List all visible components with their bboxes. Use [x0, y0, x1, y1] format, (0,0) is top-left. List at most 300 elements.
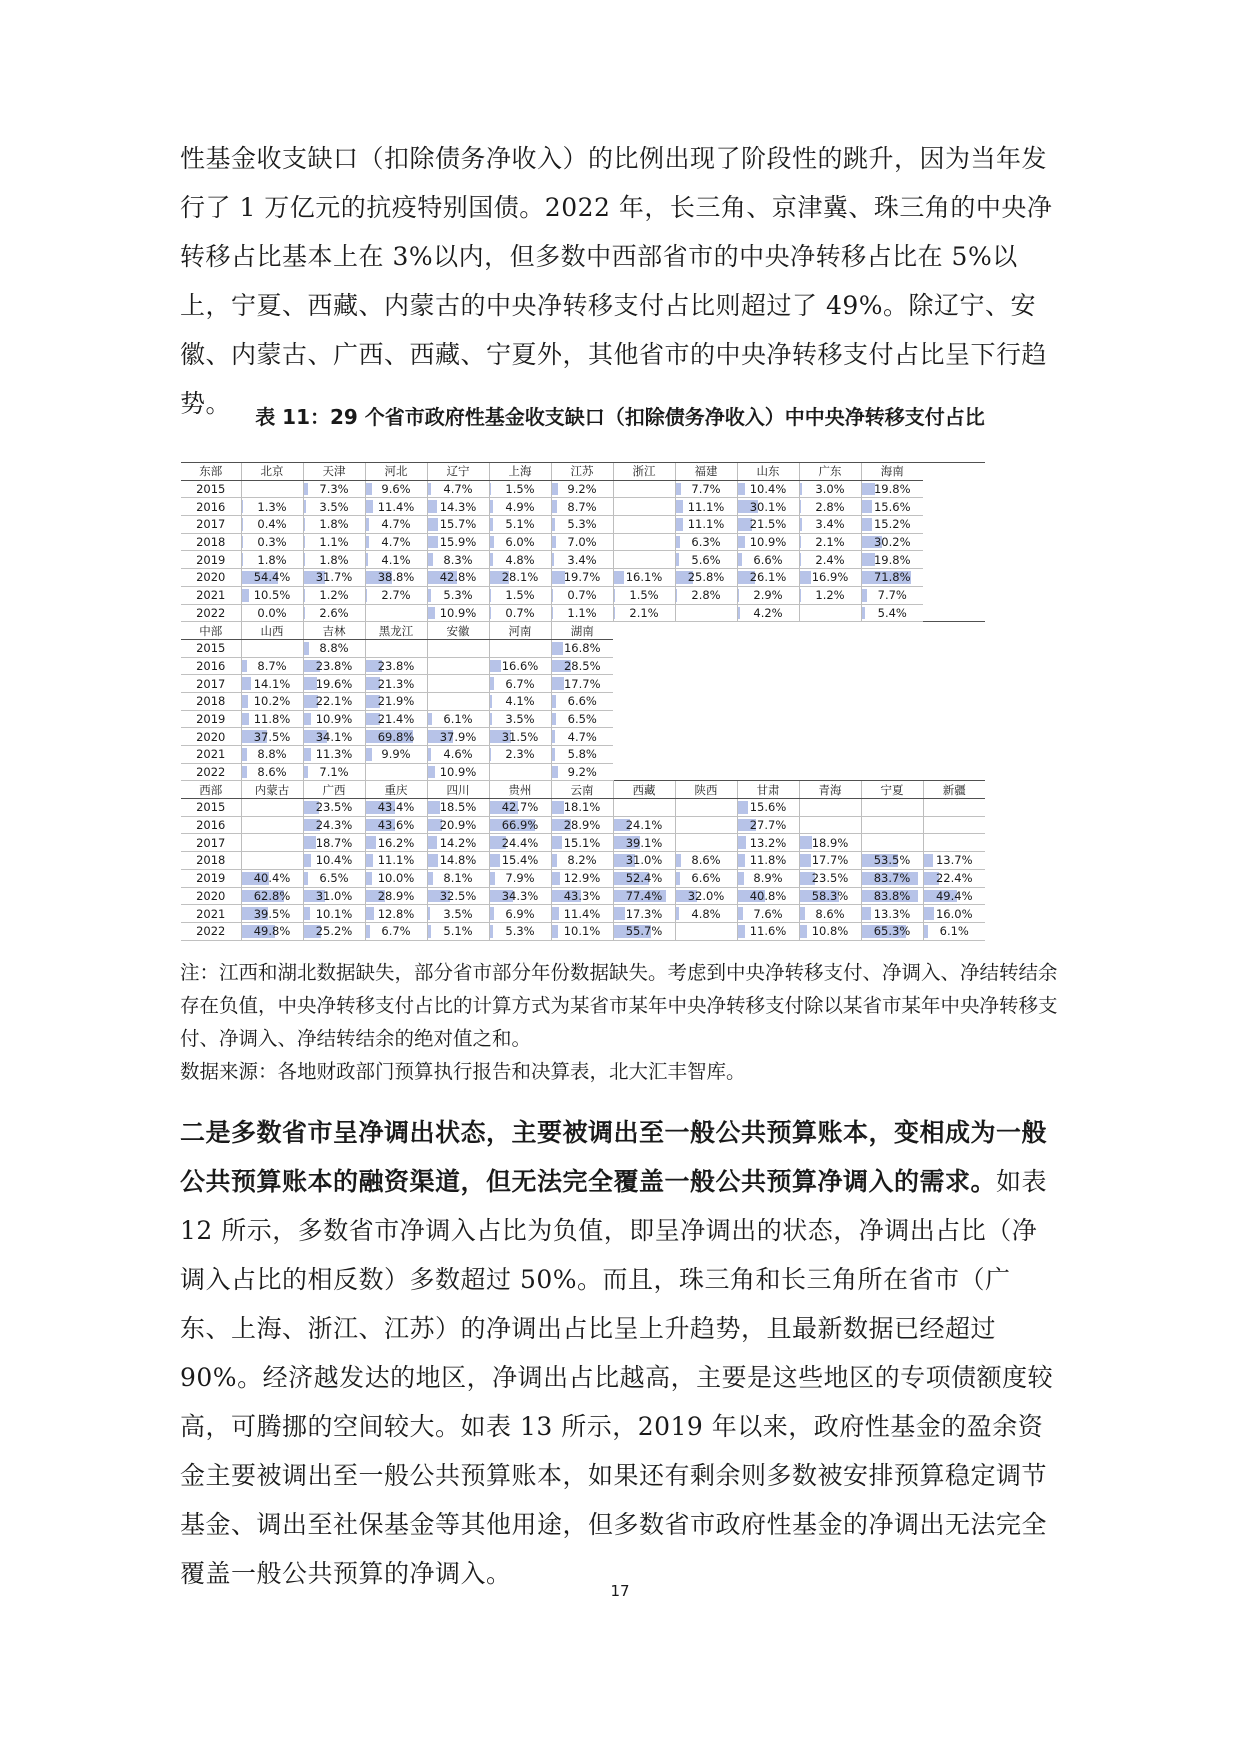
value-cell	[489, 551, 551, 569]
value-cell	[799, 516, 861, 534]
data-bar	[428, 483, 431, 496]
value-cell	[365, 746, 427, 764]
province-header: 青海	[799, 781, 861, 799]
data-bar	[738, 854, 746, 867]
cell-value: 10.9%	[439, 765, 477, 780]
value-cell	[551, 551, 613, 569]
value-cell	[799, 533, 861, 551]
data-bar	[304, 483, 309, 496]
cell-value: 21.3%	[377, 676, 415, 691]
data-bar	[490, 854, 500, 867]
cell-value: 5.8%	[567, 747, 597, 762]
data-bar	[428, 925, 431, 938]
empty-cell	[923, 622, 985, 640]
data-bar	[924, 854, 933, 867]
value-cell	[241, 639, 303, 657]
value-cell	[427, 498, 489, 516]
data-bar	[862, 518, 872, 531]
data-bar	[552, 836, 562, 849]
cell-value: 7.7%	[877, 588, 907, 603]
value-cell	[675, 569, 737, 587]
value-cell	[613, 604, 675, 622]
empty-cell	[737, 657, 799, 675]
value-cell	[675, 852, 737, 870]
value-cell	[799, 799, 861, 817]
value-cell	[303, 799, 365, 817]
value-cell	[365, 834, 427, 852]
data-bar	[366, 589, 368, 602]
data-bar	[428, 748, 431, 761]
data-bar	[428, 872, 433, 885]
value-cell	[613, 569, 675, 587]
central-transfer-table	[181, 462, 985, 941]
province-header: 河北	[365, 463, 427, 481]
cell-value: 0.3%	[257, 535, 287, 550]
data-bar	[738, 872, 744, 885]
value-cell	[427, 480, 489, 498]
value-cell	[489, 480, 551, 498]
year-cell: 2019	[181, 869, 241, 887]
value-cell	[427, 869, 489, 887]
data-bar	[428, 518, 439, 531]
data-bar	[304, 589, 305, 602]
data-bar	[552, 907, 560, 920]
data-bar	[800, 589, 801, 602]
cell-value: 8.7%	[567, 499, 597, 514]
cell-value: 43.6%	[377, 818, 415, 833]
value-cell	[551, 657, 613, 675]
data-bar	[366, 748, 373, 761]
value-cell	[551, 834, 613, 852]
year-cell: 2017	[181, 834, 241, 852]
value-cell	[613, 799, 675, 817]
empty-cell	[923, 692, 985, 710]
data-bar	[614, 571, 625, 584]
data-bar	[428, 536, 439, 549]
value-cell	[675, 551, 737, 569]
data-bar	[676, 536, 680, 549]
data-bar	[366, 872, 373, 885]
data-bar	[428, 907, 430, 920]
cell-value: 39.1%	[625, 835, 663, 850]
cell-value: 10.9%	[439, 605, 477, 620]
value-cell	[923, 816, 985, 834]
cell-value: 31.5%	[501, 729, 539, 744]
cell-value: 11.6%	[749, 924, 787, 939]
table-row	[181, 692, 985, 710]
data-bar	[552, 518, 556, 531]
cell-value: 7.0%	[567, 535, 597, 550]
cell-value: 10.0%	[377, 871, 415, 886]
data-bar	[738, 607, 741, 620]
data-bar	[924, 925, 928, 938]
value-cell	[861, 498, 923, 516]
data-bar	[552, 872, 561, 885]
table-row	[181, 639, 985, 657]
cell-value: 62.8%	[253, 888, 291, 903]
cell-value: 6.5%	[319, 871, 349, 886]
cell-value: 4.7%	[381, 517, 411, 532]
value-cell	[799, 480, 861, 498]
data-bar	[676, 500, 684, 513]
cell-value: 6.6%	[567, 694, 597, 709]
data-bar	[552, 748, 556, 761]
cell-value: 9.9%	[381, 747, 411, 762]
cell-value: 2.6%	[319, 605, 349, 620]
value-cell	[427, 533, 489, 551]
value-cell	[303, 639, 365, 657]
cell-value: 6.1%	[443, 711, 473, 726]
data-bar	[242, 713, 250, 726]
value-cell	[241, 480, 303, 498]
empty-cell	[675, 657, 737, 675]
cell-value: 17.3%	[625, 906, 663, 921]
cell-value: 23.8%	[377, 658, 415, 673]
value-cell	[737, 533, 799, 551]
empty-cell	[923, 675, 985, 693]
value-cell	[861, 569, 923, 587]
year-cell: 2015	[181, 799, 241, 817]
data-bar	[738, 553, 742, 566]
data-bar	[738, 836, 747, 849]
cell-value: 0.4%	[257, 517, 287, 532]
province-header: 山东	[737, 463, 799, 481]
province-header: 山西	[241, 622, 303, 640]
value-cell	[303, 746, 365, 764]
data-bar	[304, 713, 311, 726]
value-cell	[799, 551, 861, 569]
table-header-row	[181, 781, 985, 799]
value-cell	[427, 710, 489, 728]
province-header: 内蒙古	[241, 781, 303, 799]
value-cell	[241, 657, 303, 675]
year-cell: 2021	[181, 586, 241, 604]
data-bar	[552, 854, 558, 867]
cell-value: 58.3%	[811, 888, 849, 903]
data-bar	[366, 553, 369, 566]
value-cell	[489, 922, 551, 940]
cell-value: 8.3%	[443, 552, 473, 567]
paragraph-text: 如表 12 所示，多数省市净调入占比为负值，即呈净调出的状态，净调出占比（净调入占比的相反数）多数超过 50%。而且，珠三角和长三角所在省市（广东、上海、浙江、江苏）的净调出占比呈上升趋势，且最新数据已经超过 90%。经济越发达的地区，净调出占比越高，主要是这些地区的专项债额度较高，可腾挪的空间较大。如表 13 所示，2019 年以来，政府性基金的盈余资金主要被调出至一般公共预算账本，如果还有剩余则多数被安排预算稳定调节基金、调出至社保基金等其他用途，但多数省市政府性基金的净调出无法完全覆盖一般公共预算的净调入。	[180, 1167, 1054, 1588]
value-cell	[737, 498, 799, 516]
cell-value: 31.7%	[315, 570, 353, 585]
value-cell	[365, 639, 427, 657]
data-bar	[862, 607, 866, 620]
data-bar	[800, 500, 802, 513]
cell-value: 31.0%	[315, 888, 353, 903]
value-cell	[241, 905, 303, 923]
data-bar	[676, 553, 680, 566]
value-cell	[365, 569, 427, 587]
cell-value: 3.4%	[567, 552, 597, 567]
value-cell	[241, 763, 303, 781]
cell-value: 4.7%	[567, 729, 597, 744]
cell-value: 8.2%	[567, 853, 597, 868]
cell-value: 2.8%	[691, 588, 721, 603]
cell-value: 10.2%	[253, 694, 291, 709]
table-row	[181, 922, 985, 940]
cell-value: 39.5%	[253, 906, 291, 921]
value-cell	[923, 852, 985, 870]
province-header: 天津	[303, 463, 365, 481]
province-header: 吉林	[303, 622, 365, 640]
value-cell	[737, 816, 799, 834]
empty-cell	[799, 763, 861, 781]
cell-value: 10.4%	[315, 853, 353, 868]
year-cell: 2020	[181, 728, 241, 746]
data-bar	[676, 854, 682, 867]
value-cell	[737, 887, 799, 905]
data-bar	[614, 607, 615, 620]
cell-value: 24.4%	[501, 835, 539, 850]
data-bar	[428, 766, 435, 779]
data-bar	[490, 553, 493, 566]
value-cell	[241, 498, 303, 516]
empty-cell	[923, 763, 985, 781]
cell-value: 5.1%	[443, 924, 473, 939]
value-cell	[427, 852, 489, 870]
data-bar	[304, 536, 305, 549]
table-row	[181, 852, 985, 870]
data-bar	[242, 553, 243, 566]
province-header: 陕西	[675, 781, 737, 799]
province-header: 云南	[551, 781, 613, 799]
province-header: 河南	[489, 622, 551, 640]
cell-value: 49.4%	[935, 888, 973, 903]
cell-value: 6.6%	[691, 871, 721, 886]
data-bar	[552, 607, 553, 620]
value-cell	[241, 816, 303, 834]
value-cell	[303, 869, 365, 887]
value-cell	[365, 657, 427, 675]
data-bar	[366, 907, 375, 920]
value-cell	[675, 869, 737, 887]
cell-value: 22.1%	[315, 694, 353, 709]
table-row	[181, 763, 985, 781]
value-cell	[675, 586, 737, 604]
cell-value: 9.2%	[567, 765, 597, 780]
province-header: 辽宁	[427, 463, 489, 481]
cell-value: 30.1%	[749, 499, 787, 514]
value-cell	[737, 799, 799, 817]
empty-cell	[613, 692, 675, 710]
province-header: 广西	[303, 781, 365, 799]
cell-value: 69.8%	[377, 729, 415, 744]
value-cell	[303, 728, 365, 746]
year-cell: 2018	[181, 852, 241, 870]
cell-value: 14.8%	[439, 853, 477, 868]
cell-value: 10.1%	[315, 906, 353, 921]
cell-value: 28.9%	[377, 888, 415, 903]
value-cell	[737, 586, 799, 604]
value-cell	[675, 799, 737, 817]
table-row	[181, 728, 985, 746]
value-cell	[427, 834, 489, 852]
data-bar	[242, 748, 248, 761]
value-cell	[737, 869, 799, 887]
value-cell	[551, 639, 613, 657]
value-cell	[861, 799, 923, 817]
data-bar	[800, 553, 802, 566]
cell-value: 10.5%	[253, 588, 291, 603]
data-bar	[738, 483, 745, 496]
value-cell	[799, 905, 861, 923]
empty-cell	[861, 728, 923, 746]
empty-cell	[737, 639, 799, 657]
value-cell	[303, 692, 365, 710]
value-cell	[241, 852, 303, 870]
table-row	[181, 569, 985, 587]
cell-value: 19.8%	[873, 482, 911, 497]
data-bar	[676, 589, 678, 602]
value-cell	[241, 728, 303, 746]
value-cell	[489, 516, 551, 534]
value-cell	[365, 852, 427, 870]
value-cell	[303, 675, 365, 693]
data-bar	[428, 836, 438, 849]
value-cell	[365, 816, 427, 834]
body-paragraph-2	[180, 1108, 1060, 1598]
data-bar	[552, 483, 558, 496]
data-bar	[676, 907, 679, 920]
table-row	[181, 710, 985, 728]
cell-value: 2.9%	[753, 588, 783, 603]
value-cell	[303, 834, 365, 852]
cell-value: 3.5%	[319, 499, 349, 514]
value-cell	[241, 922, 303, 940]
cell-value: 15.6%	[873, 499, 911, 514]
data-bar	[862, 907, 871, 920]
empty-cell	[923, 551, 985, 569]
cell-value: 16.6%	[501, 658, 539, 673]
province-header: 湖南	[551, 622, 613, 640]
empty-cell	[737, 728, 799, 746]
cell-value: 83.7%	[873, 871, 911, 886]
value-cell	[365, 480, 427, 498]
data-bar	[366, 925, 371, 938]
value-cell	[489, 852, 551, 870]
value-cell	[427, 586, 489, 604]
cell-value: 38.8%	[377, 570, 415, 585]
data-bar	[304, 907, 311, 920]
empty-cell	[861, 639, 923, 657]
empty-cell	[737, 622, 799, 640]
value-cell	[427, 692, 489, 710]
cell-value: 24.3%	[315, 818, 353, 833]
cell-value: 66.9%	[501, 818, 539, 833]
cell-value: 13.7%	[935, 853, 973, 868]
province-header: 新疆	[923, 781, 985, 799]
empty-cell	[861, 692, 923, 710]
data-bar	[428, 607, 435, 620]
cell-value: 37.5%	[253, 729, 291, 744]
value-cell	[675, 604, 737, 622]
value-cell	[241, 887, 303, 905]
cell-value: 6.7%	[381, 924, 411, 939]
value-cell	[241, 533, 303, 551]
year-cell: 2019	[181, 551, 241, 569]
value-cell	[241, 746, 303, 764]
data-bar	[304, 642, 310, 655]
empty-cell	[613, 639, 675, 657]
data-bar	[428, 801, 441, 814]
value-cell	[799, 569, 861, 587]
data-bar	[304, 677, 317, 690]
value-cell	[489, 905, 551, 923]
value-cell	[551, 533, 613, 551]
empty-cell	[861, 622, 923, 640]
cell-value: 8.9%	[753, 871, 783, 886]
value-cell	[551, 516, 613, 534]
cell-value: 5.3%	[443, 588, 473, 603]
value-cell	[861, 922, 923, 940]
cell-value: 32.0%	[687, 888, 725, 903]
table-row	[181, 551, 985, 569]
data-bar	[800, 907, 806, 920]
cell-value: 12.8%	[377, 906, 415, 921]
data-bar	[552, 801, 564, 814]
table-row	[181, 869, 985, 887]
empty-cell	[737, 763, 799, 781]
value-cell	[675, 922, 737, 940]
data-bar	[552, 536, 557, 549]
table-row	[181, 657, 985, 675]
data-bar	[800, 925, 807, 938]
paragraph-lead: 二是多数省市呈净调出状态，主要被调出至一般公共预算账本，变相成为一般公共预算账本的融资渠道，但无法完全覆盖一般公共预算净调入的需求。	[180, 1118, 1048, 1196]
empty-cell	[799, 657, 861, 675]
data-bar	[800, 836, 813, 849]
value-cell	[613, 834, 675, 852]
cell-value: 10.9%	[315, 711, 353, 726]
data-bar	[552, 925, 559, 938]
value-cell	[303, 887, 365, 905]
cell-value: 15.4%	[501, 853, 539, 868]
value-cell	[489, 533, 551, 551]
value-cell	[489, 728, 551, 746]
value-cell	[303, 551, 365, 569]
cell-value: 0.7%	[567, 588, 597, 603]
empty-cell	[675, 639, 737, 657]
cell-value: 9.2%	[567, 482, 597, 497]
empty-cell	[737, 746, 799, 764]
province-header: 江苏	[551, 463, 613, 481]
value-cell	[799, 922, 861, 940]
cell-value: 20.9%	[439, 818, 477, 833]
value-cell	[551, 569, 613, 587]
value-cell	[737, 604, 799, 622]
cell-value: 6.7%	[505, 676, 535, 691]
cell-value: 3.4%	[815, 517, 845, 532]
data-bar	[304, 748, 312, 761]
value-cell	[241, 675, 303, 693]
empty-cell	[613, 710, 675, 728]
data-bar	[614, 907, 626, 920]
data-bar	[304, 836, 317, 849]
cell-value: 3.5%	[505, 711, 535, 726]
value-cell	[551, 480, 613, 498]
empty-cell	[923, 463, 985, 481]
cell-value: 8.8%	[319, 641, 349, 656]
year-cell: 2021	[181, 905, 241, 923]
data-bar	[738, 589, 740, 602]
table-caption: 表 11：29 个省市政府性基金收支缺口（扣除债务净收入）中中央净转移支付占比	[255, 405, 985, 429]
province-header: 甘肃	[737, 781, 799, 799]
cell-value: 6.0%	[505, 535, 535, 550]
cell-value: 18.5%	[439, 800, 477, 815]
cell-value: 4.1%	[505, 694, 535, 709]
value-cell	[303, 905, 365, 923]
cell-value: 5.3%	[567, 517, 597, 532]
